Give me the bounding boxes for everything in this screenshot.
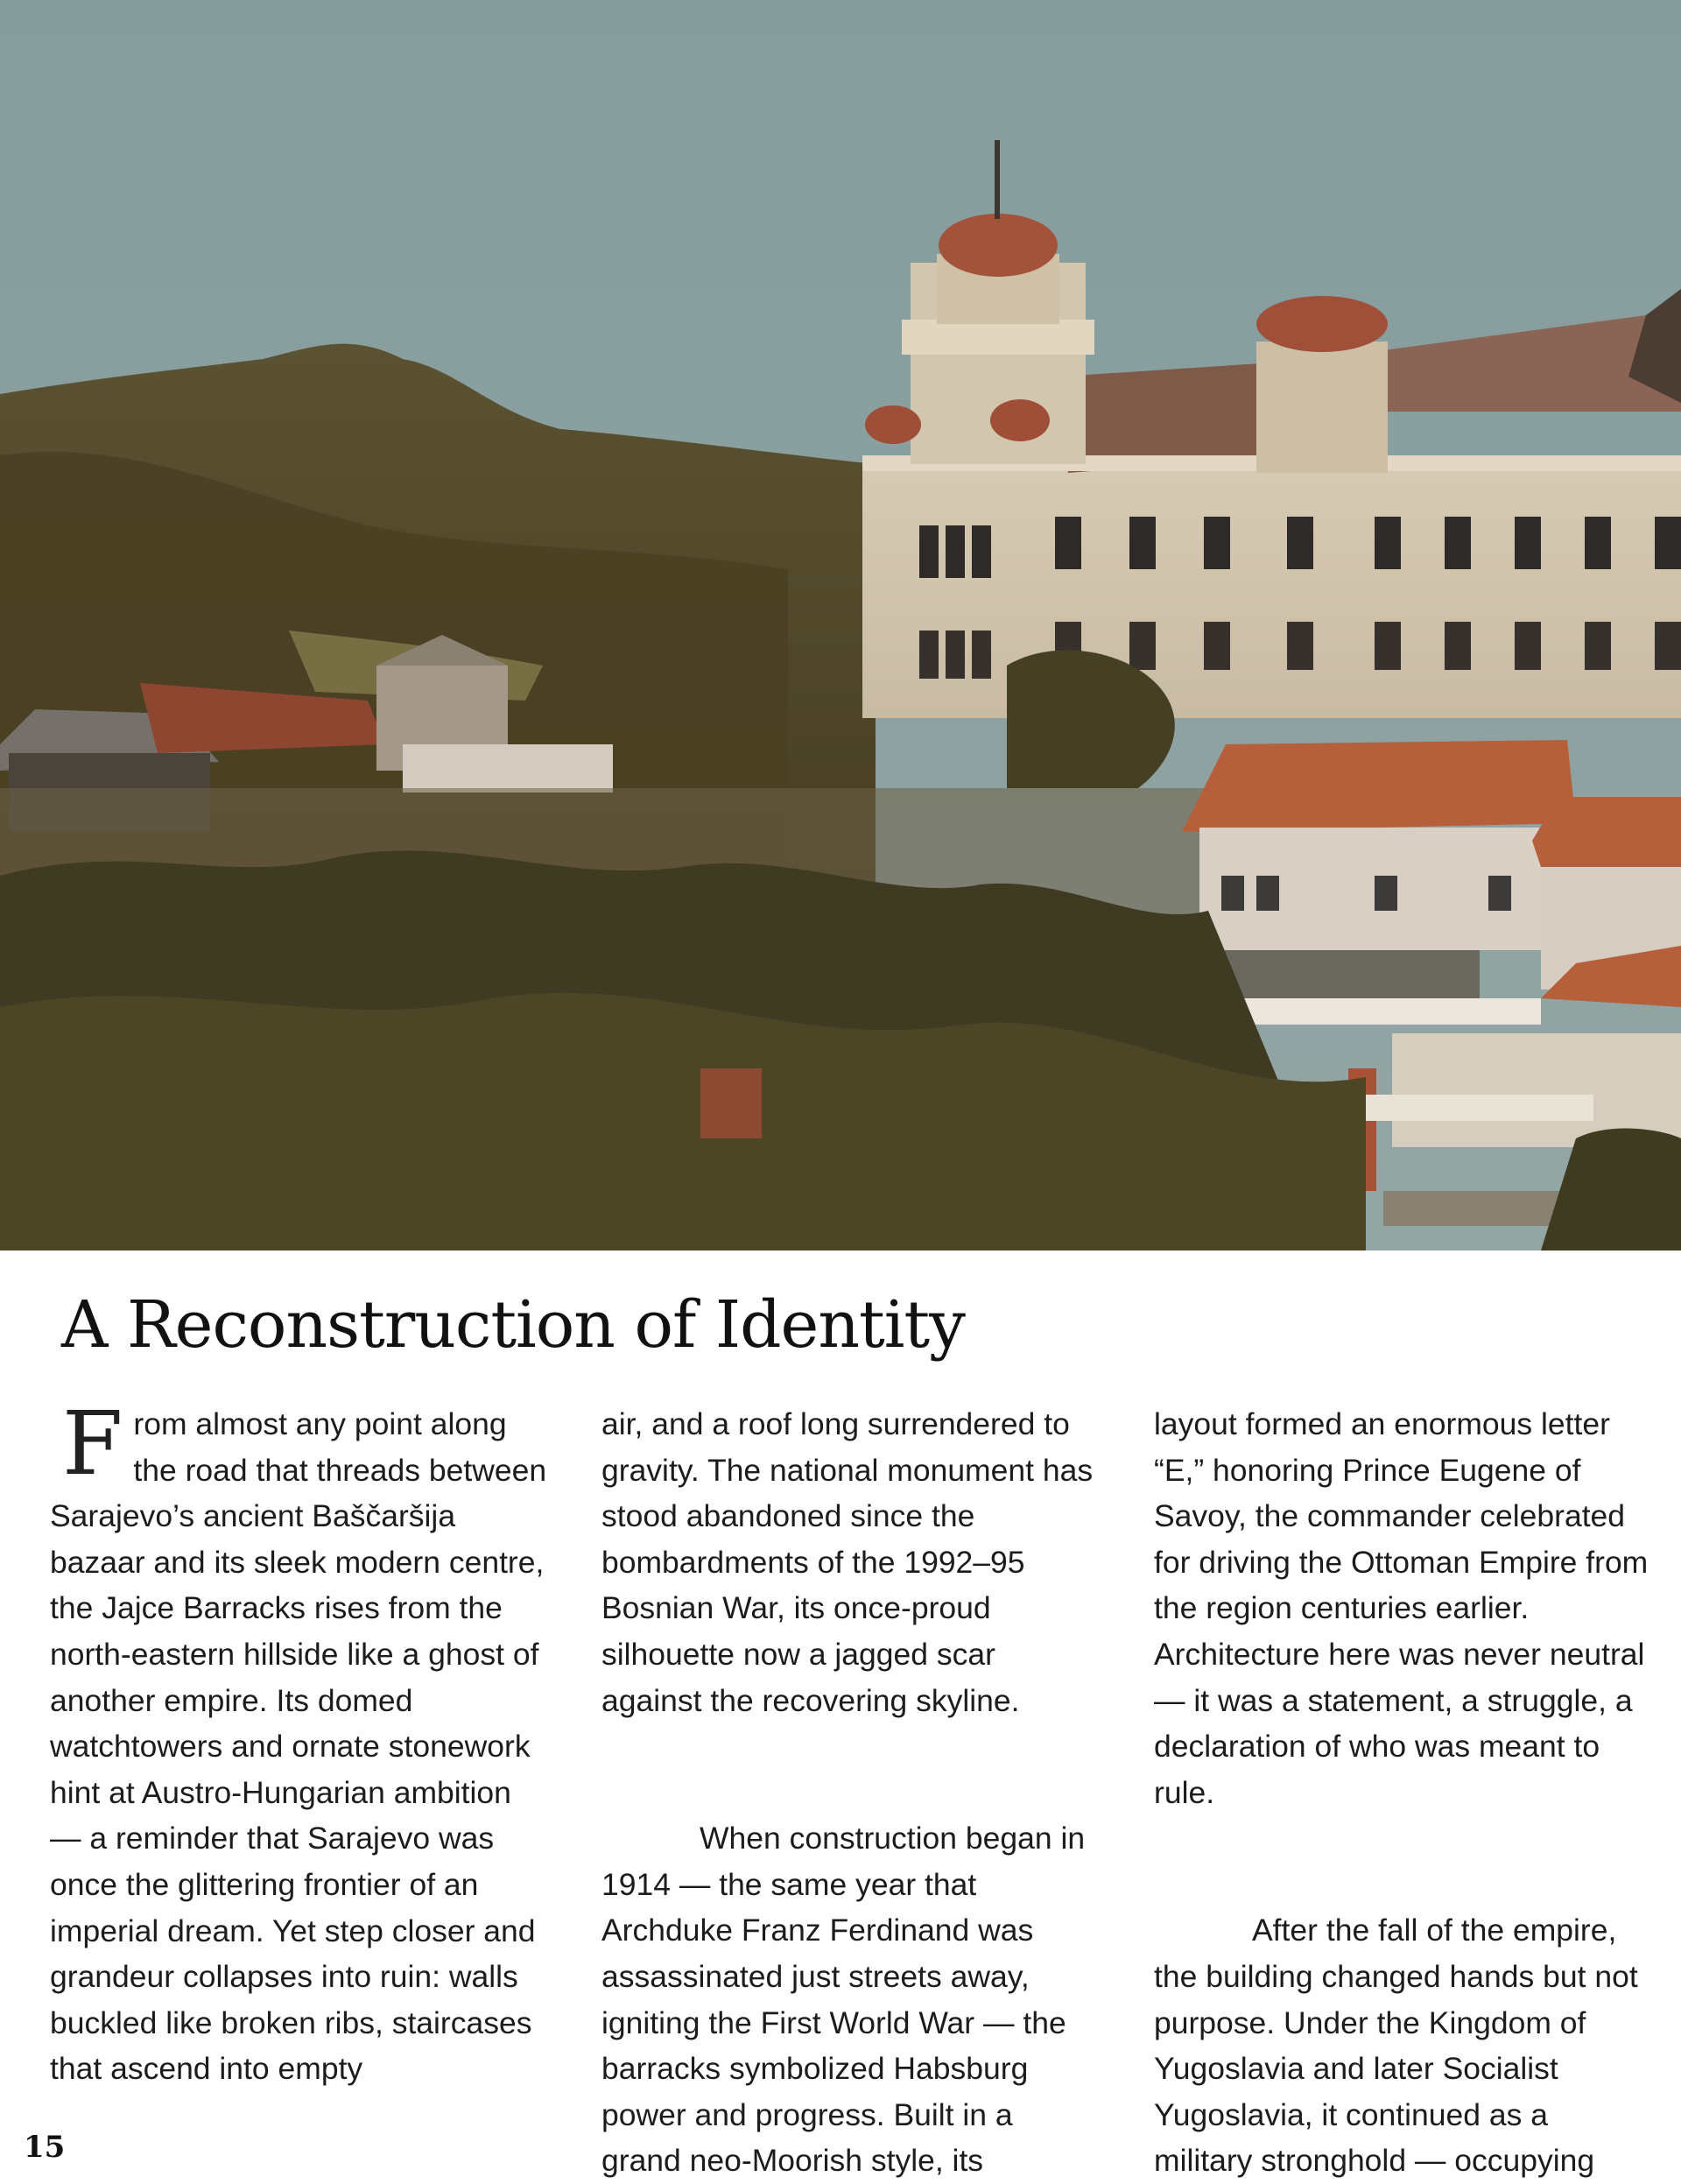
paragraph: air, and a roof long surrendered to gravity. The national monument has stood abandoned since the bombardments of the 1992–95 Bosnian War, its once-proud silhouette now a jagged scar against the recovering skyline. [601, 1406, 1094, 1718]
paragraph: When construction began in 1914 — the same year that Archduke Franz Ferdinand was assassinated just streets away, igniting the First World War — the barracks symbolized Habsburg power and progress. Built in a grand neo-Moorish style, its [601, 1821, 1086, 2179]
paragraph: After the fall of the empire, the building changed hands but not purpose. Under the Kingdom of Yugoslavia and later Socialist Yugoslavia, it continued as a military stronghold — occupying [1154, 1913, 1638, 2179]
paragraph-intro [50, 1392, 549, 2092]
paragraph-spacer [1154, 1815, 1653, 1907]
page-number: 15 [24, 2130, 66, 2165]
drop-cap: F [62, 1392, 123, 1495]
article-column-1 [50, 1392, 549, 2092]
paragraph-intro-text: rom almost any point along the road that threads between Sarajevo’s ancient Baščaršija bazaar and its sleek modern centre, the Jajce Barracks rises from the north-eastern hillside like a ghost of another empire. Its domed watchtowers and ornate stonework hint at Austro-Hungarian ambition — a reminder that Sarajevo was once the glittering frontier of an imperial dream. Yet step closer and grandeur collapses into ruin: walls buckled like broken ribs, staircases that ascend into empty [50, 1406, 547, 2087]
article-column-3 [1154, 1401, 1653, 2184]
paragraph: layout formed an enormous letter “E,” honoring Prince Eugene of Savoy, the commander celebrated for driving the Ottoman Empire from the region centuries earlier. Architecture here was never neutral — it was a statement, a struggle, a declaration of who was meant to rule. [1154, 1406, 1649, 1810]
article-title: A Reconstruction of Identity [61, 1287, 965, 1363]
article-column-2 [601, 1401, 1101, 2184]
paragraph-spacer [601, 1723, 1101, 1815]
